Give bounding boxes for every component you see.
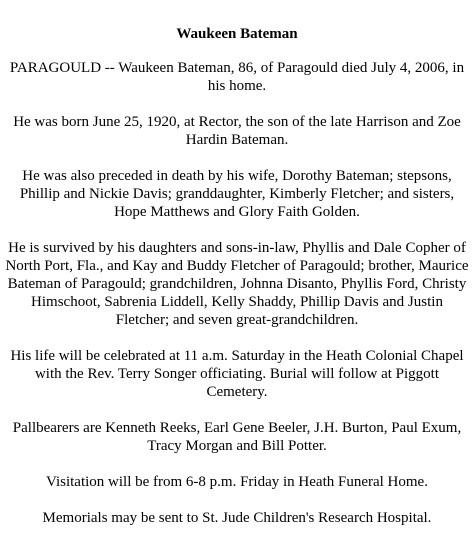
paragraph-preceded-in-death: He was also preceded in death by his wife, Dorothy Bateman; stepsons, Phillip and Nickie Davis; granddaughter, Kimberly Fletcher; and sisters, Hope Matthews and Glory Faith Golden.	[19, 168, 455, 220]
paragraph-pallbearers: Pallbearers are Kenneth Reeks, Earl Gene Beeler, J.H. Burton, Paul Exum, Tracy Morgan and Bill Potter.	[12, 420, 462, 454]
paragraph-survivors: He is survived by his daughters and sons-in-law, Phyllis and Dale Copher of North Port, Fla., and Kay and Buddy Fletcher of Paragould; brother, Maurice Bateman of Paragould; grandchildren, Johnna Disanto, Phyllis Ford, Christy Himschoot, Sabrenia Liddell, Kelly Shaddy, Phillip Davis and Justin Fletcher; and seven great-grandchildren.	[5, 240, 469, 328]
paragraph-birth: He was born June 25, 1920, at Rector, the son of the late Harrison and Zoe Hardin Bateman.	[13, 114, 461, 148]
paragraph-memorials: Memorials may be sent to St. Jude Children's Research Hospital.	[42, 510, 432, 526]
paragraph-visitation: Visitation will be from 6-8 p.m. Friday in Heath Funeral Home.	[46, 474, 428, 490]
obituary-title: Waukeen Bateman	[176, 26, 298, 42]
paragraph-death-notice: PARAGOULD -- Waukeen Bateman, 86, of Paragould died July 4, 2006, in his home.	[9, 60, 465, 94]
paragraph-service: His life will be celebrated at 11 a.m. Saturday in the Heath Colonial Chapel with the Rev. Terry Songer officiating. Burial will follow at Piggott Cemetery.	[10, 348, 464, 400]
